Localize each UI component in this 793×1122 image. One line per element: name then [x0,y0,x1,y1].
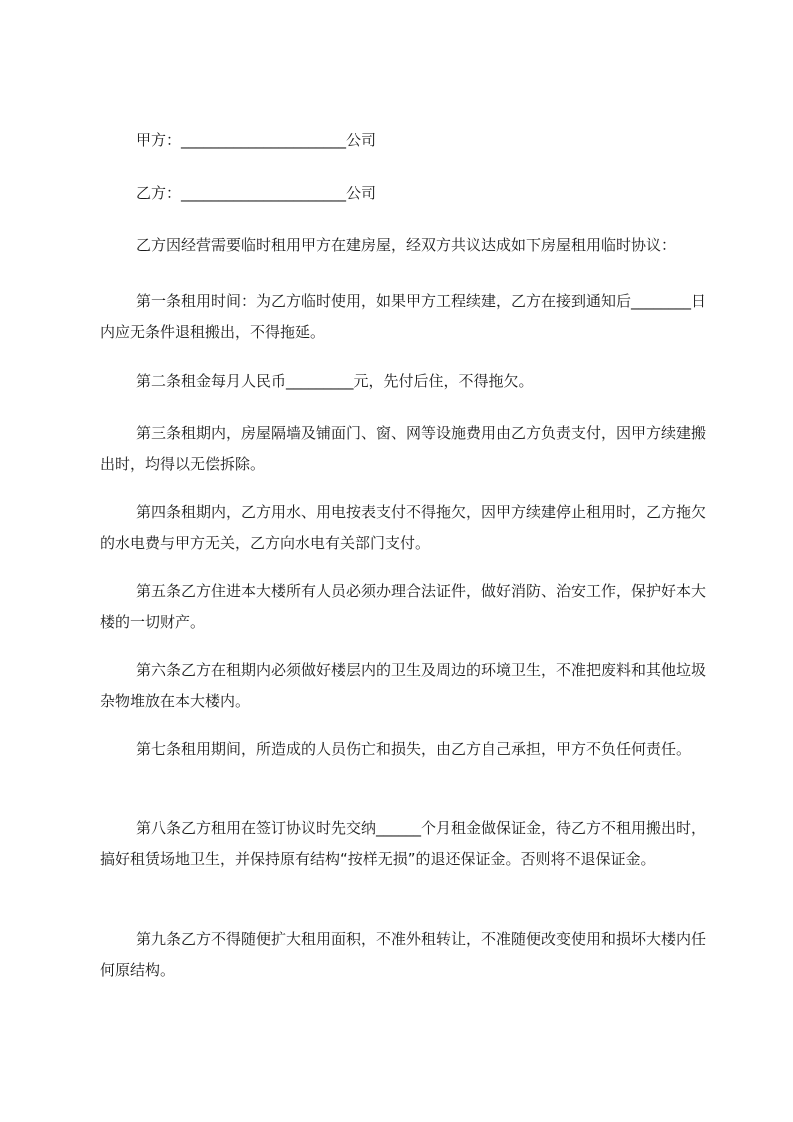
clause-8: 第八条乙方租用在签订协议时先交纳______个月租金做保证金，待乙方不租用搬出时，搞好租赁场地卫生，并保持原有结构“按样无损”的退还保证金。否则将不退保证金。 [100,819,707,868]
clause-1: 第一条租用时间：为乙方临时使用，如果甲方工程续建，乙方在接到通知后________日内应无条件退租搬出，不得拖延。 [100,292,707,341]
clause-2: 第二条租金每月人民币_________元，先付后住，不得拖欠。 [136,372,534,390]
party-a-line: 甲方：______________________公司 [136,131,377,149]
clause-6: 第六条乙方在租期内必须做好楼层内的卫生及周边的环境卫生，不准把废料和其他垃圾杂物堆放在本大楼内。 [100,661,707,710]
clause-5: 第五条乙方住进本大楼所有人员必须办理合法证件，做好消防、治安工作，保护好本大楼的一切财产。 [100,582,707,631]
clause-7: 第七条租用期间，所造成的人员伤亡和损失，由乙方自己承担，甲方不负任何责任。 [136,740,692,758]
clause-9: 第九条乙方不得随便扩大租用面积，不准外租转让，不准随便改变使用和损坏大楼内任何原结构。 [100,930,707,979]
clause-4: 第四条租期内，乙方用水、用电按表支付不得拖欠，因甲方续建停止租用时，乙方拖欠的水电费与甲方无关，乙方向水电有关部门支付。 [100,503,707,552]
party-b-line: 乙方：______________________公司 [136,184,377,202]
preamble: 乙方因经营需要临时租用甲方在建房屋，经双方共议达成如下房屋租用临时协议： [136,236,677,254]
clause-3: 第三条租期内，房屋隔墙及铺面门、窗、网等设施费用由乙方负责支付，因甲方续建搬出时，均得以无偿拆除。 [100,424,707,473]
